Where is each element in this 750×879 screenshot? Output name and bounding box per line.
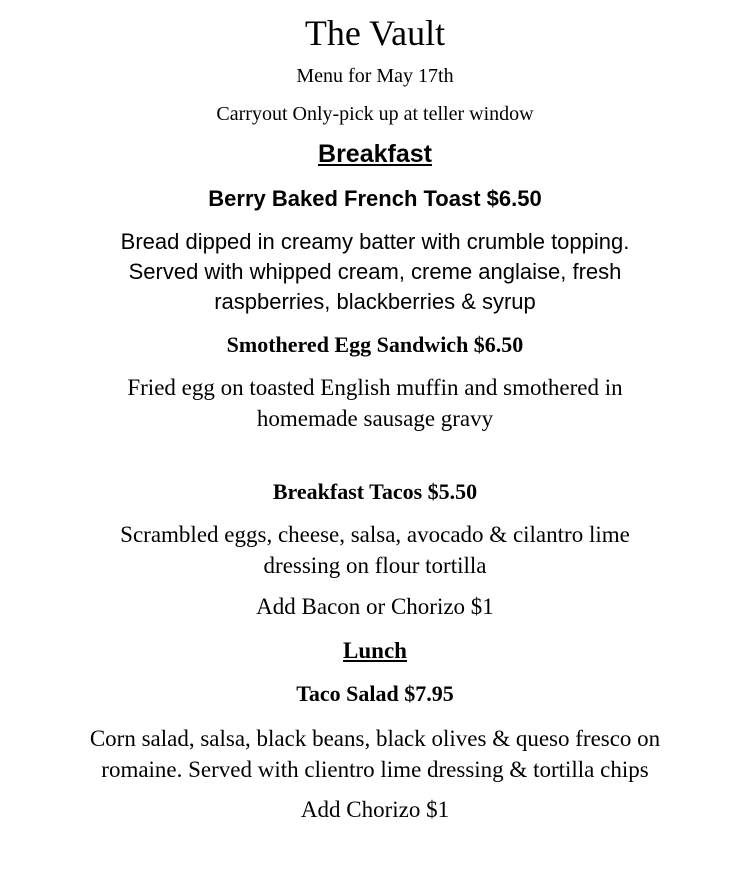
description-line: Corn salad, salsa, black beans, black olives & queso fresco on — [89, 726, 661, 751]
carryout-note: Carryout Only-pick up at teller window — [216, 103, 534, 125]
description-line: homemade sausage gravy — [256, 406, 494, 431]
menu-date: Menu for May 17th — [296, 65, 454, 87]
description-line: Scrambled eggs, cheese, salsa, avocado & cilantro lime — [120, 522, 630, 547]
section-heading-breakfast: Breakfast — [318, 140, 432, 168]
description-line: Fried egg on toasted English muffin and smothered in — [127, 375, 623, 400]
menu-item-name: Taco Salad $7.95 — [296, 681, 454, 706]
description-line: romaine. Served with clientro lime dressing & tortilla chips — [101, 757, 649, 782]
description-line: raspberries, blackberries & syrup — [214, 289, 536, 314]
menu-item-description — [0, 227, 750, 317]
description-line: Served with whipped cream, creme anglaise, fresh — [128, 259, 622, 284]
description-line: dressing on flour tortilla — [263, 553, 487, 578]
menu-item-description — [0, 372, 750, 434]
description-line: Bread dipped in creamy batter with crumble topping. — [120, 229, 630, 254]
menu-item-name: Smothered Egg Sandwich $6.50 — [226, 332, 524, 357]
menu-item-addon: Add Bacon or Chorizo $1 — [256, 594, 494, 619]
page-title: The Vault — [304, 13, 446, 53]
menu-item-description — [0, 519, 750, 581]
menu-item-name: Berry Baked French Toast $6.50 — [208, 186, 542, 211]
menu-item-description — [0, 723, 750, 785]
menu-item-name: Breakfast Tacos $5.50 — [272, 479, 478, 504]
section-heading-lunch: Lunch — [343, 638, 407, 663]
menu-item-addon: Add Chorizo $1 — [300, 797, 450, 822]
